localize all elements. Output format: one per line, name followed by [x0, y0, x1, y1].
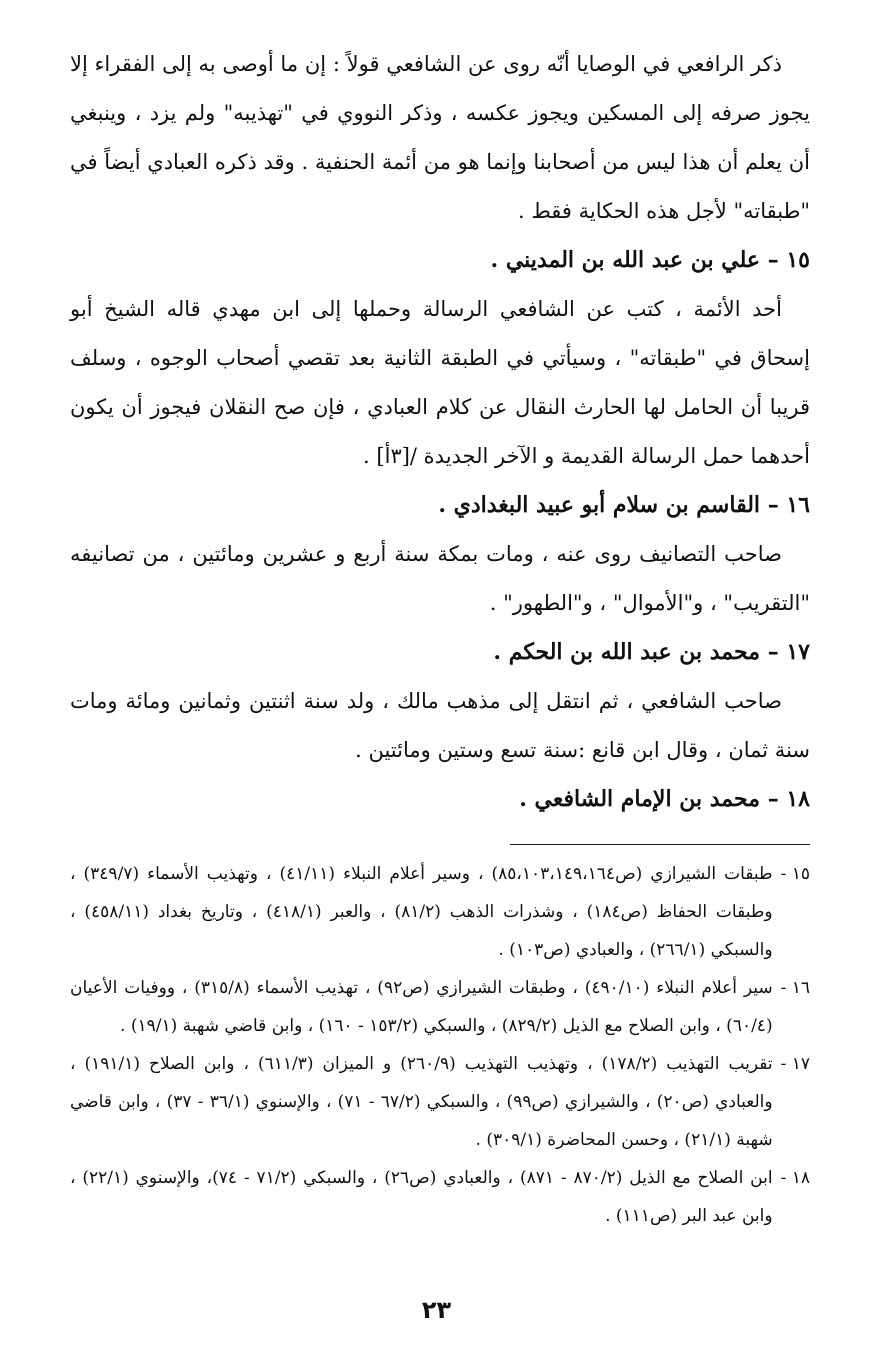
footnote-number: ١٦ -	[780, 978, 810, 998]
entry-title: محمد بن الإمام الشافعي .	[519, 786, 761, 812]
entry-number: ١٧	[786, 639, 810, 665]
entry-number: ١٨	[786, 786, 810, 812]
footnote-number: ١٧ -	[780, 1054, 810, 1074]
entry-heading-16	[70, 481, 810, 530]
document-page	[70, 40, 810, 1235]
footnote-number-value: ١٥	[791, 864, 810, 884]
footnote-text: سير أعلام النبلاء (٤٩٠/١٠) ، وطبقات الشيرازي (ص٩٢) ، تهذيب الأسماء (٣١٥/٨) ، ووفيات الأعيان (٦٠/٤) ، وابن الصلاح مع الذيل (٨٢٩/٢) ، والسبكي (١٥٣/٢ - ١٦٠) ، وابن قاضي شهبة (١٩/١) .	[70, 978, 773, 1036]
entry-number: ١٥	[786, 247, 810, 273]
entry-heading-17	[70, 628, 810, 677]
entry-text-17: صاحب الشافعي ، ثم انتقل إلى مذهب مالك ، ولد سنة اثنتين وثمانين ومائة ومات سنة ثمان ، وقال ابن قانع :سنة تسع وستين ومائتين .	[70, 689, 810, 762]
page-number: ٢٣	[421, 1296, 452, 1324]
footnote-text: تقريب التهذيب (١٧٨/٢) ، وتهذيب التهذيب (٢٦٠/٩) و الميزان (٦١١/٣) ، وابن الصلاح (١٩١/١) ، والعبادي (ص٢٠) ، والشيرازي (ص٩٩) ، والسبكي (٦٧/٢ - ٧١) ، والإسنوي (٣٦/١ - ٣٧) ، وابن قاضي شهبة (٢١/١) ، وحسن المحاضرة (٣٠٩/١) .	[70, 1054, 773, 1150]
footnote-17	[70, 1045, 810, 1159]
entry-title: علي بن عبد الله بن المديني .	[490, 247, 761, 273]
entry-number: ١٦	[786, 492, 810, 518]
entry-title: محمد بن عبد الله بن الحكم .	[493, 639, 761, 665]
entry-dash: –	[767, 639, 779, 665]
footnote-18	[70, 1159, 810, 1235]
footnote-number-value: ١٧	[791, 1054, 810, 1074]
entry-title: القاسم بن سلام أبو عبيد البغدادي .	[438, 492, 761, 518]
entry-dash: –	[767, 786, 779, 812]
intro-paragraph: ذكر الرافعي في الوصايا أنّه روى عن الشافعي قولاً : إن ما أوصى به إلى الفقراء إلا يجوز صرفه إلى المسكين ويجوز عكسه ، وذكر النووي في "تهذيبه" ولم يزد ، وينبغي أن يعلم أن هذا ليس من أصحابنا وإنما هو من أئمة الحنفية . وقد ذكره العبادي أيضاً في "طبقاته" لأجل هذه الحكاية فقط .	[70, 52, 810, 223]
entry-dash: –	[767, 247, 779, 273]
footnote-16	[70, 969, 810, 1045]
footnote-text: ابن الصلاح مع الذيل (٨٧٠/٢ - ٨٧١) ، والعبادي (ص٢٦) ، والسبكي (٧١/٢ - ٧٤)، والإسنوي (٢٢/١) ، وابن عبد البر (ص١١١) .	[70, 1168, 773, 1226]
entry-dash: –	[767, 492, 779, 518]
footnote-text: طبقات الشيرازي (ص٨٥،١٠٣،١٤٩،١٦٤) ، وسير أعلام النبلاء (٤١/١١) ، وتهذيب الأسماء (٣٤٩/٧) ، وطبقات الحفاظ (ص١٨٤) ، وشذرات الذهب (٨١/٢) ، والعبر (٤١٨/١) ، وتاريخ بغداد (٤٥٨/١١) ، والسبكي (٢٦٦/١) ، والعبادي (ص١٠٣) .	[70, 864, 773, 960]
footnote-15	[70, 855, 810, 969]
footnote-number: ١٥ -	[780, 864, 810, 884]
main-text	[70, 40, 810, 824]
footnote-number-value: ١٦	[791, 978, 810, 998]
entry-heading-15	[70, 236, 810, 285]
entry-text-15: أحد الأئمة ، كتب عن الشافعي الرسالة وحملها إلى ابن مهدي قاله الشيخ أبو إسحاق في "طبقاته" ، وسيأتي في الطبقة الثانية بعد تقصي أصحاب الوجوه ، وسلف قريبا أن الحامل لها الحارث النقال عن كلام العبادي ، فإن صح النقلان فيجوز أن يكون أحدهما حمل الرسالة القديمة و الآخر الجديدة /[٣أ] .	[70, 297, 810, 468]
footnotes	[70, 855, 810, 1235]
entry-text-16: صاحب التصانيف روى عنه ، ومات بمكة سنة أربع و عشرين ومائتين ، من تصانيفه "التقريب" ، و"الأموال" ، و"الطهور" .	[70, 542, 810, 615]
footnote-number-value: ١٨	[791, 1168, 810, 1188]
footnote-number: ١٨ -	[780, 1168, 810, 1188]
footnote-separator	[510, 844, 810, 845]
entry-heading-18	[70, 775, 810, 824]
